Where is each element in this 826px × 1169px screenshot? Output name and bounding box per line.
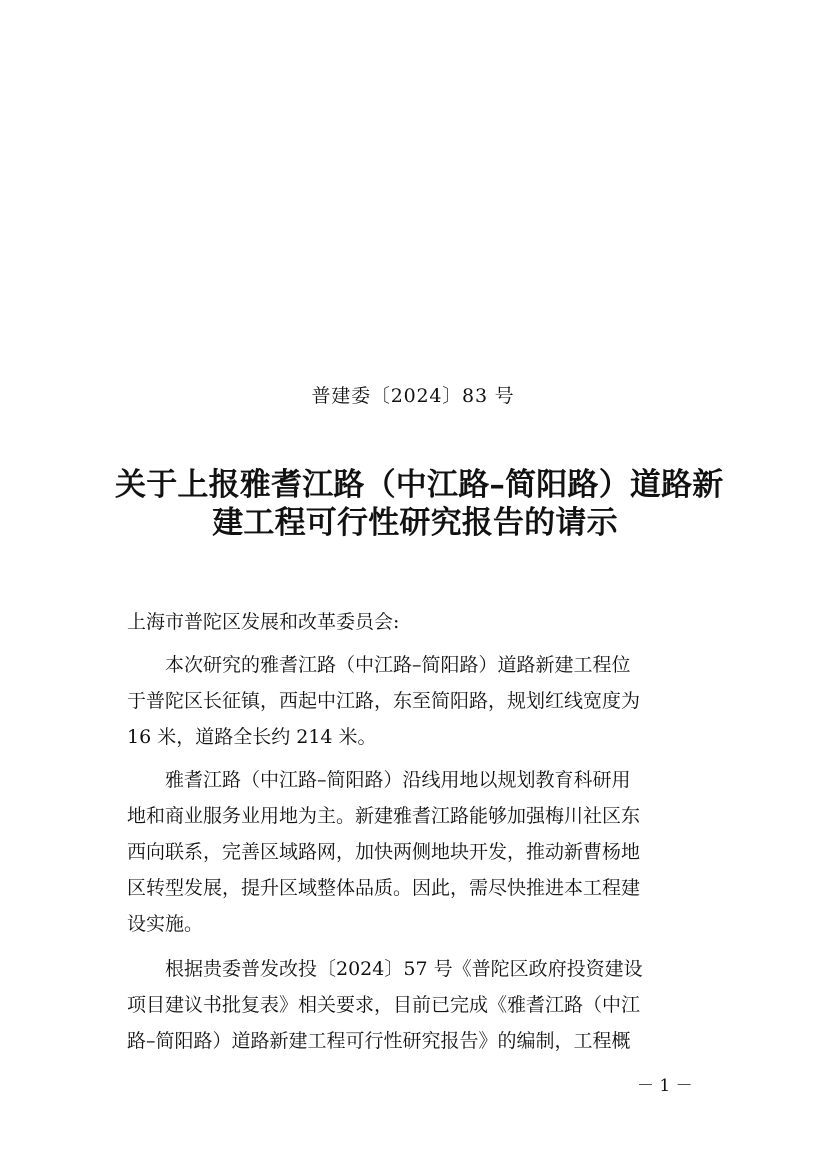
paragraph-line: 设实施。	[127, 913, 204, 935]
paragraph-line: 路–简阳路）道路新建工程可行性研究报告》的编制，工程概	[127, 1030, 631, 1052]
paragraph-line: 项目建议书批复表》相关要求，目前已完成《雅耆江路（中江	[127, 994, 641, 1016]
paragraph-line: 西向联系，完善区域路网，加快两侧地块开发，推动新曹杨地	[127, 841, 641, 863]
addressee: 上海市普陀区发展和改革委员会:	[127, 611, 400, 633]
paragraph-line: 地和商业服务业用地为主。新建雅耆江路能够加强梅川社区东	[127, 805, 641, 827]
paragraph-line: 雅耆江路（中江路–简阳路）沿线用地以规划教育科研用	[165, 769, 631, 791]
title-line-2: 建工程可行性研究报告的请示	[212, 505, 618, 541]
paragraph-line: 本次研究的雅耆江路（中江路–简阳路）道路新建工程位	[165, 654, 631, 676]
page-number: － 1 －	[637, 1076, 693, 1096]
body-paragraph-1	[127, 647, 717, 755]
body-paragraph-2	[127, 762, 717, 942]
body-paragraph-3	[127, 951, 717, 1059]
paragraph-line: 区转型发展，提升区域整体品质。因此，需尽快推进本工程建	[127, 877, 641, 899]
paragraph-line: 16 米，道路全长约 214 米。	[127, 726, 377, 748]
paragraph-line: 于普陀区长征镇，西起中江路，东至简阳路，规划红线宽度为	[127, 690, 641, 712]
title-line-1: 关于上报雅耆江路（中江路–简阳路）道路新	[115, 467, 724, 503]
document-number: 普建委〔2024〕83 号	[311, 385, 515, 407]
document-title	[115, 466, 724, 542]
paragraph-line: 根据贵委普发改投〔2024〕57 号《普陀区政府投资建设	[165, 958, 643, 980]
